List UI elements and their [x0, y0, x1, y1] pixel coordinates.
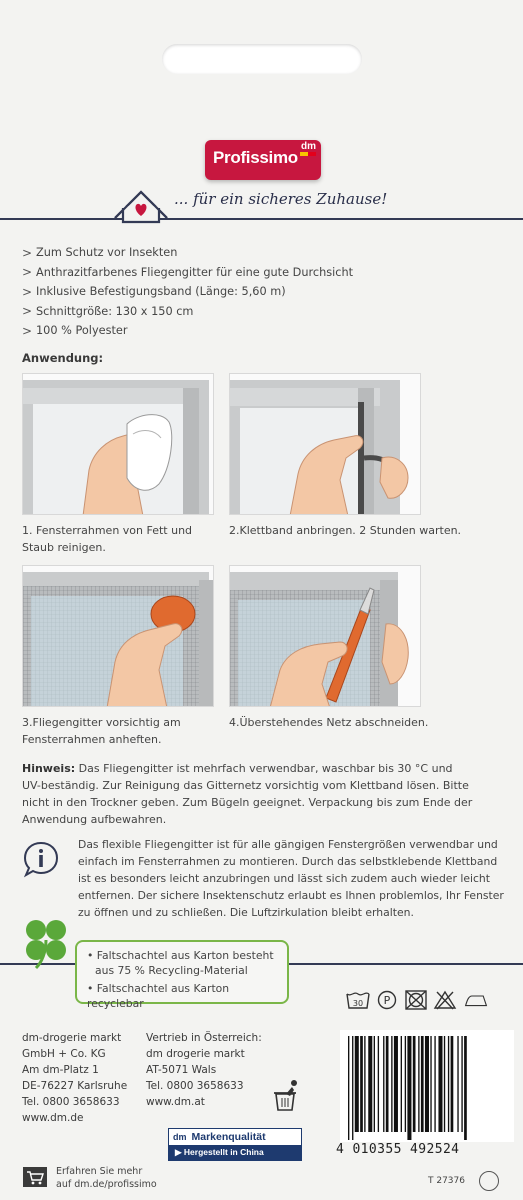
clover-icon	[20, 916, 72, 970]
barcode-bar	[386, 1036, 389, 1132]
feature-item: > 100 % Polyester	[22, 323, 128, 338]
feature-item: > Schnittgröße: 130 x 150 cm	[22, 304, 194, 319]
dm-mark: dm	[173, 1132, 187, 1142]
barcode-bar	[378, 1036, 379, 1132]
hang-tab-hole	[162, 44, 362, 74]
barcode-bar	[457, 1036, 458, 1132]
feature-item: > Anthrazitfarbenes Fliegengitter für eine gute Durchsicht	[22, 265, 354, 280]
chevron-right-icon: >	[22, 265, 33, 280]
barcode	[340, 1030, 514, 1142]
barcode-bar	[360, 1036, 363, 1132]
profissimo-logo	[205, 140, 321, 180]
barcode-bar	[405, 1036, 406, 1132]
barcode-bar	[425, 1036, 429, 1132]
barcode-bar	[464, 1036, 467, 1140]
barcode-bar	[374, 1036, 375, 1132]
dry-clean-p-icon	[375, 990, 399, 1010]
usage-note: Hinweis: Das Fliegengitter ist mehrfach verwendbar, waschbar bis 30 °C und UV-beständig. Zur Reinigung das Gitternetz vorsichtig vom Klettband lösen. Bitte nicht in den Trockner geben. Zum Bügeln geeignet. Verpackung bis zum Ende der Anwendung aufbewahren.	[22, 762, 473, 826]
address-germany: dm-drogerie markt GmbH + Co. KG Am dm-Platz 1 DE-76227 Karlsruhe Tel. 0800 3658633 www.dm.de	[22, 1032, 128, 1124]
no-tumble-dry-icon	[404, 990, 428, 1010]
learn-more-text: Erfahren Sie mehr auf dm.de/profissimo	[56, 1166, 157, 1190]
quality-title: Markenqualität	[191, 1131, 266, 1143]
barcode-bar	[383, 1036, 384, 1132]
barcode-bar	[391, 1036, 392, 1132]
trash-bin-icon	[272, 1078, 302, 1112]
step-2-illustration	[229, 373, 421, 515]
barcode-bar	[394, 1036, 398, 1132]
address-austria: Vertrieb in Österreich: dm drogerie markt AT-5071 Wals Tel. 0800 3658633 www.dm.at	[146, 1032, 262, 1108]
chevron-right-icon: >	[22, 304, 33, 319]
barcode-bar	[407, 1036, 411, 1140]
logo-text: Profissimo	[213, 148, 298, 167]
barcode-number: 4 010355 492524	[336, 1142, 460, 1157]
barcode-bar	[444, 1036, 445, 1132]
step-4-caption: 4.Überstehendes Netz abschneiden.	[229, 716, 429, 729]
dm-logo-mark: dm	[301, 141, 316, 152]
info-icon	[22, 840, 60, 878]
barcode-bar	[413, 1036, 416, 1132]
barcode-bar	[352, 1036, 353, 1140]
product-description: Das flexible Fliegengitter ist für alle gängigen Fenstergrößen verwendbar und einfach im Fensterrahmen zu montieren. Durch das selbstklebende Klettband ist es besonders leicht anzubringen und lässt sich zudem auch wieder leicht entfernen. Der sichere Insektenschutz erlaubt es Ihnen problemlos, Ihr Fenster zu öffnen und zu schließen. Die Luftzirkulation bleibt erhalten.	[78, 838, 504, 919]
iron-icon	[464, 990, 488, 1010]
step-3-illustration	[22, 565, 214, 707]
chevron-right-icon: >	[22, 245, 33, 260]
barcode-bar	[364, 1036, 365, 1132]
barcode-bar	[368, 1036, 372, 1132]
feature-item: > Inklusive Befestigungsband (Länge: 5,60 m)	[22, 284, 286, 299]
house-heart-icon	[113, 184, 169, 224]
step-1-caption: 1. Fensterrahmen von Fett und Staub reinigen.	[22, 524, 193, 554]
recycling-info-box: • Faltschachtel aus Karton besteht aus 75 % Recycling-Material • Faltschachtel aus Karton recyclebar	[75, 940, 289, 1004]
shopping-cart-icon	[22, 1166, 48, 1188]
barcode-bar	[430, 1036, 431, 1132]
feature-item: > Zum Schutz vor Insekten	[22, 245, 178, 260]
no-bleach-icon	[433, 990, 457, 1010]
barcode-bar	[438, 1036, 442, 1132]
registration-circle	[479, 1171, 499, 1191]
barcode-bar	[461, 1036, 462, 1132]
svg-text:30: 30	[352, 999, 364, 1008]
barcode-bar	[401, 1036, 402, 1132]
barcode-bar	[348, 1036, 349, 1140]
tagline: ... für ein sicheres Zuhause!	[174, 190, 388, 208]
chevron-right-icon: >	[22, 323, 33, 338]
chevron-right-icon: >	[22, 284, 33, 299]
feature-list	[22, 243, 353, 341]
barcode-bar	[421, 1036, 424, 1132]
usage-heading: Anwendung:	[22, 351, 104, 365]
barcode-bar	[434, 1036, 435, 1132]
wash-30-icon	[346, 990, 370, 1010]
note-label: Hinweis:	[22, 762, 76, 775]
article-code: T 27376	[428, 1176, 465, 1186]
made-in-label: ▶ Hergestellt in China	[169, 1145, 301, 1160]
step-2-caption: 2.Klettband anbringen. 2 Stunden warten.	[229, 524, 462, 537]
step-4-illustration	[229, 565, 421, 707]
barcode-bar	[451, 1036, 454, 1132]
svg-text:P: P	[383, 994, 391, 1007]
house-divider-line	[0, 218, 523, 220]
barcode-bar	[418, 1036, 419, 1132]
step-1-illustration	[22, 373, 214, 515]
dm-quality-badge	[168, 1128, 302, 1161]
dm-logo-bar	[300, 152, 316, 156]
barcode-bar	[448, 1036, 449, 1132]
barcode-bar	[355, 1036, 359, 1132]
step-3-caption: 3.Fliegengitter vorsichtig am Fensterrahmen anheften.	[22, 716, 181, 746]
